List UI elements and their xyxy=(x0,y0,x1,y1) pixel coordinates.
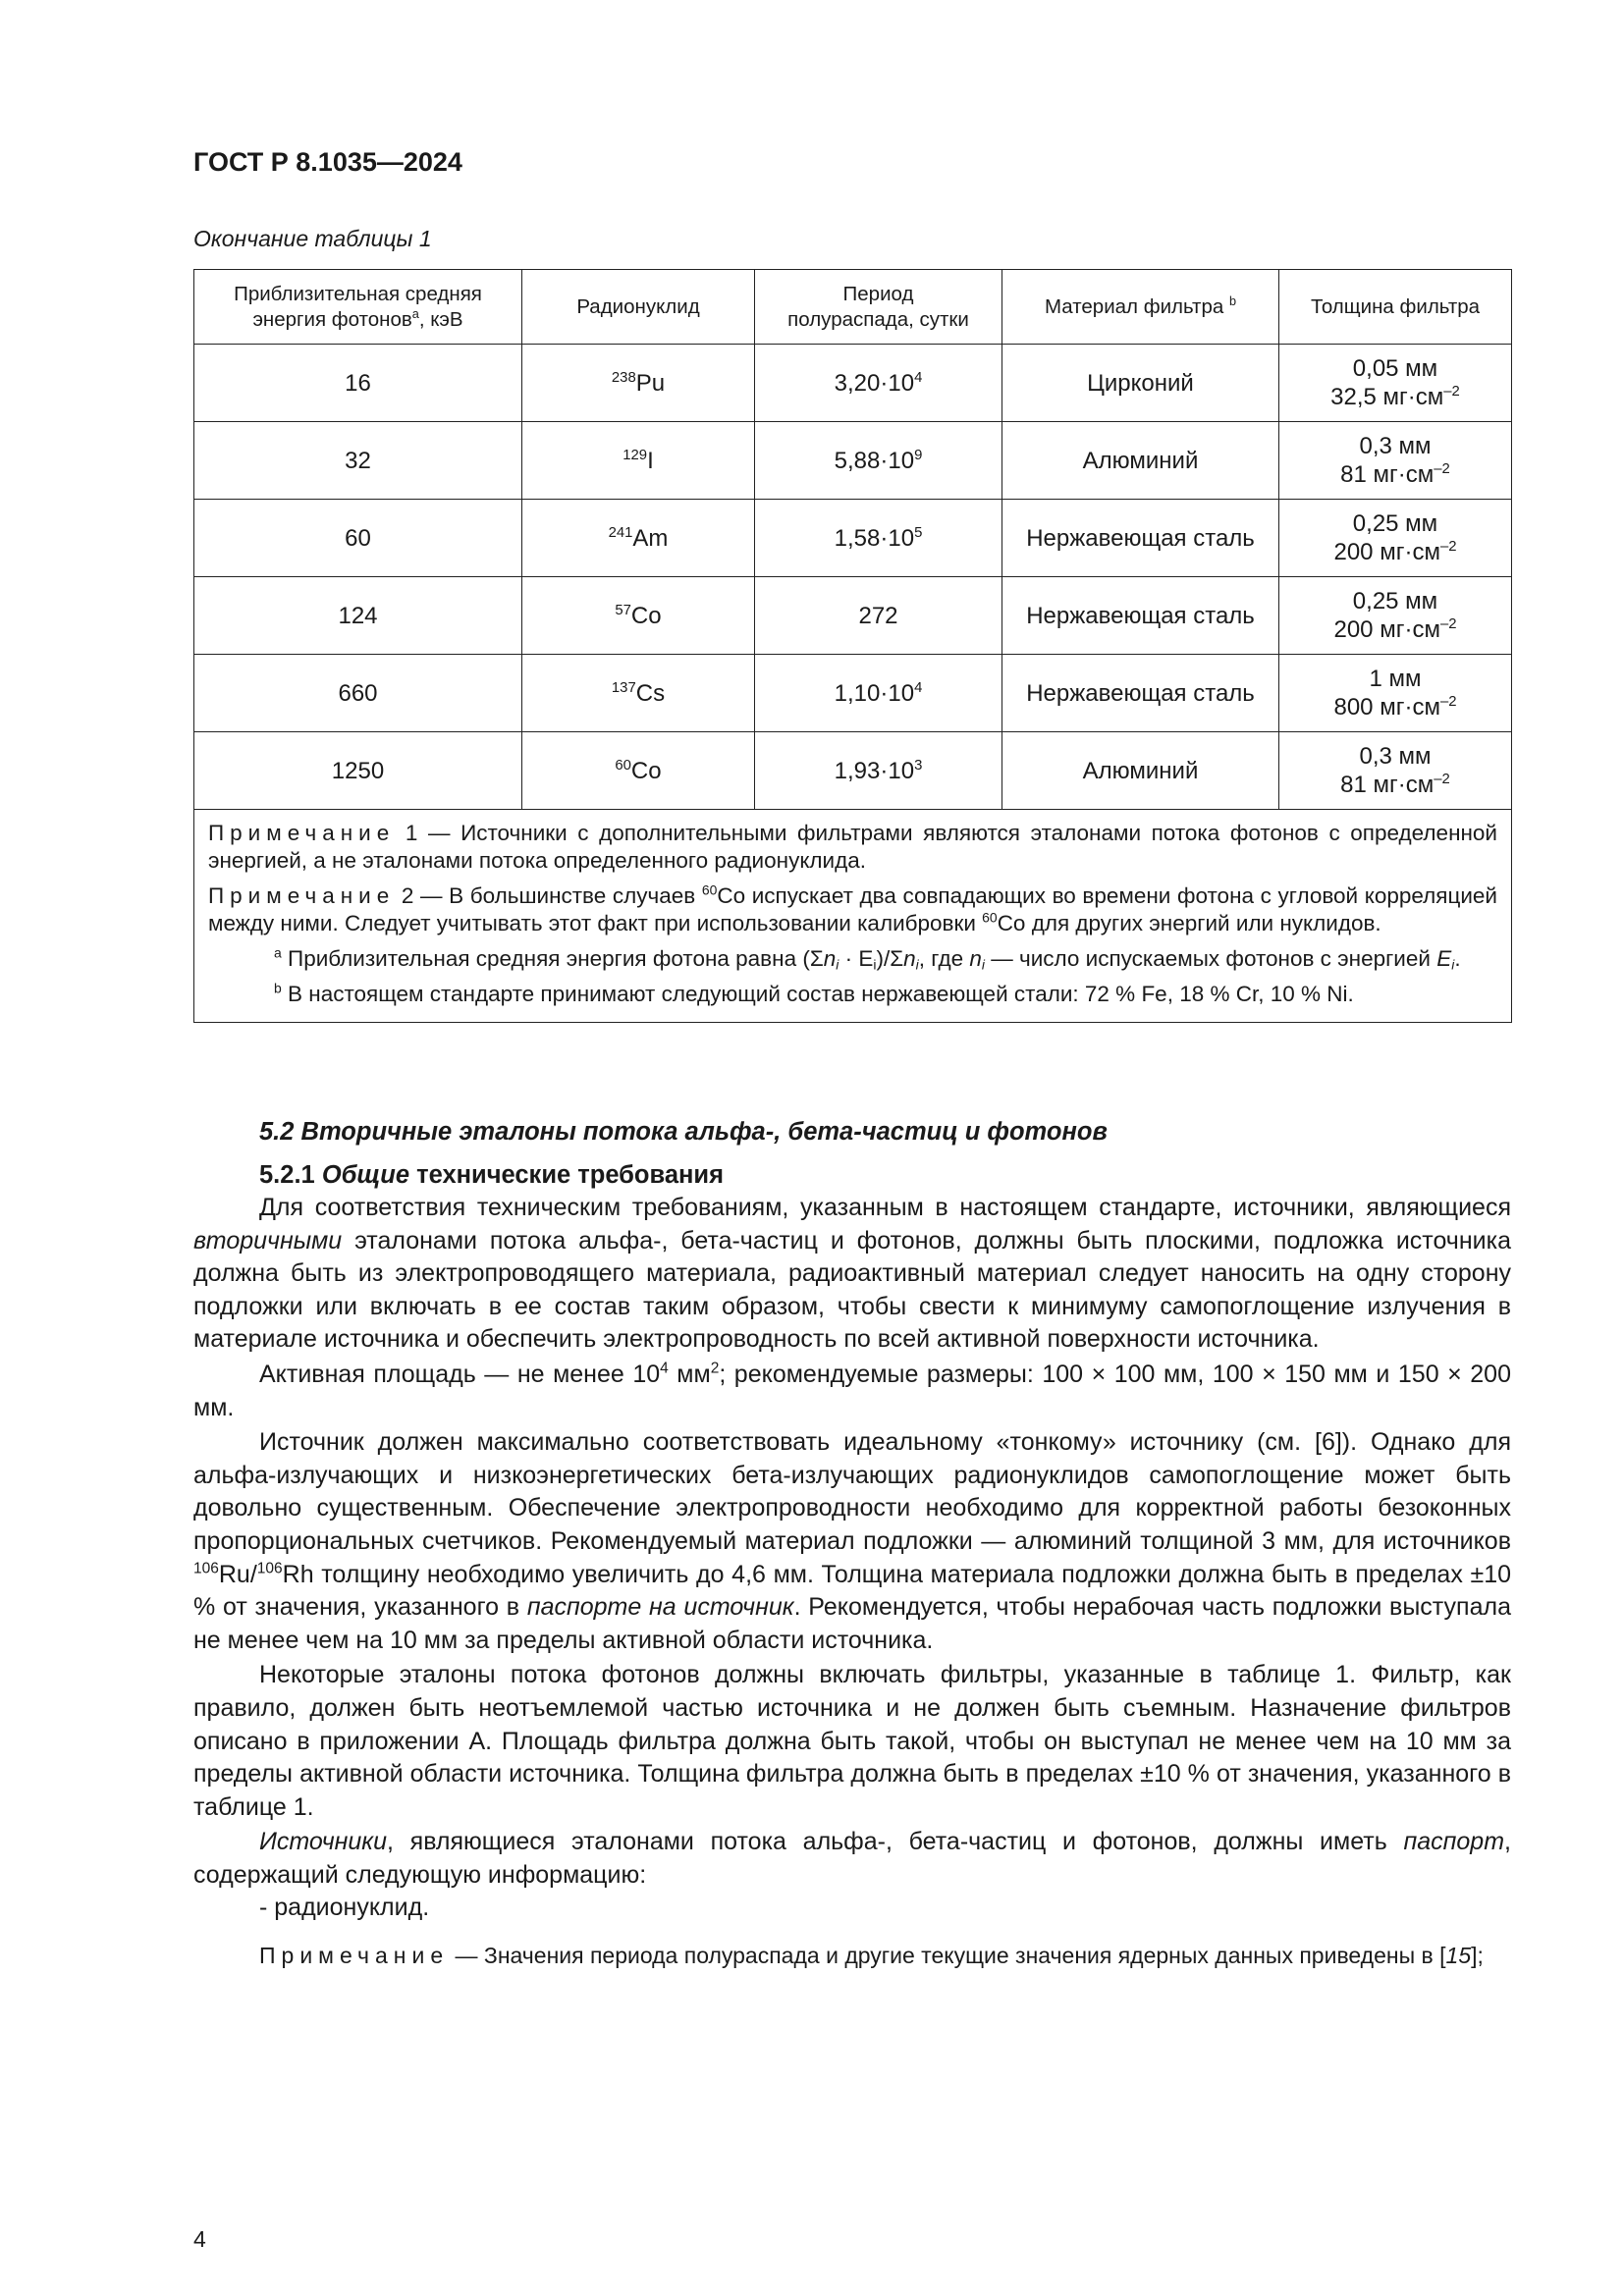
cell-material: Нержавеющая сталь xyxy=(1002,577,1279,655)
table-row xyxy=(194,500,1512,577)
col-header-energy: Приблизительная средняя энергия фотонов$^a$, кэВ xyxy=(194,270,522,345)
list-item: - радионуклид. xyxy=(259,1894,430,1922)
paragraph-4: Некоторые эталоны потока фотонов должны включать фильтры, указанные в таблице 1. Фильтр, как правило, должен быть неотъемлемой частью источника и не должен быть съемным. Назначение фильтров описано в приложении А. Площадь фильтра должна быть такой, чтобы он выступал не менее чем на 10 мм за пределы активной области источника. Толщина фильтра должна быть в пределах ±10 % от значения, указанного в таблице 1. xyxy=(193,1661,1511,1821)
cell-thickness: 0,25 мм 200 $мг\cdot см^{-2}$ xyxy=(1279,577,1512,655)
col-header-halflife: Период полураспада, сутки xyxy=(755,270,1002,345)
cell-nuclide: $^{129}$I xyxy=(522,422,755,500)
cell-nuclide: $^{57}$Co xyxy=(522,577,755,655)
cell-energy: 1250 xyxy=(194,732,522,810)
section-body xyxy=(193,1115,1511,1971)
paragraph-3: Источник должен максимально соответствовать идеальному «тонкому» источнику (см. [6]). Однако для альфа-излучающих и низкоэнергетических бета-излучающих радионуклидов самопоглощение может быть довольно существенным. Обеспечение электропроводности необходимо для корректной работы безоконных пропорциональных счетчиков. Рекомендуемый материал подложки — алюминий толщиной 3 мм, для источников $^{106}$Ru/$^{106}$Rh толщину необходимо увеличить до 4,6 мм. Толщина материала подложки должна быть в пределах ±10 % от значения, указанного в паспорте на источник. Рекомендуется, чтобы нерабочая часть подложки выступала не менее чем на 10 мм за пределы активной области источника. xyxy=(193,1428,1511,1654)
table-note-2: Примечание 2 — В большинстве случаев $^{60}$Co испускает два совпадающих во времени фотона с угловой корреляцией между ними. Следует учитывать этот факт при использовании калибровки $^{60}$Co для других энергий или нуклидов. xyxy=(208,881,1497,935)
paragraph-1: Для соответствия техническим требованиям, указанным в настоящем стандарте, источники, являющиеся вторичными эталонами потока альфа-, бета-частиц и фотонов, должны быть плоскими, подложка источника должна быть из электропроводящего материала, радиоактивный материал следует наносить на одну сторону подложки или включать в ее состав таким образом, чтобы свести к минимуму самопоглощение излучения в материале источника и обеспечить электропроводность по всей активной поверхности источника. xyxy=(193,1194,1511,1354)
cell-nuclide: $^{241}$Am xyxy=(522,500,755,577)
filters-table xyxy=(193,269,1512,1023)
cell-material: Алюминий xyxy=(1002,732,1279,810)
cell-energy: 660 xyxy=(194,655,522,732)
cell-energy: 124 xyxy=(194,577,522,655)
page-number: 4 xyxy=(193,2226,206,2252)
table-row xyxy=(194,345,1512,422)
table-row xyxy=(194,422,1512,500)
cell-energy: 16 xyxy=(194,345,522,422)
cell-material: Цирконий xyxy=(1002,345,1279,422)
section-note: Примечание — Значения периода полураспада и другие текущие значения ядерных данных приведены в [15]; xyxy=(259,1943,1484,1969)
paragraph-5: Источники, являющиеся эталонами потока альфа-, бета-частиц и фотонов, должны иметь паспорт, содержащий следующую информацию: xyxy=(193,1828,1511,1889)
table-header-row xyxy=(194,270,1512,345)
cell-halflife: $1,10\cdot 10^4$ xyxy=(755,655,1002,732)
cell-halflife: $1,93\cdot 10^3$ xyxy=(755,732,1002,810)
table-row xyxy=(194,577,1512,655)
table-row xyxy=(194,655,1512,732)
section-heading-5-2-1: 5.2.1 Общие технические требования xyxy=(259,1161,724,1189)
cell-halflife: $1,58\cdot 10^5$ xyxy=(755,500,1002,577)
cell-halflife: $3,20\cdot 10^4$ xyxy=(755,345,1002,422)
cell-halflife: 272 xyxy=(755,577,1002,655)
cell-energy: 32 xyxy=(194,422,522,500)
paragraph-2: Активная площадь — не менее $10^4$ $мм^2$; рекомендуемые размеры: 100 × 100 мм, 100 × 150 мм и 150 × 200 мм. xyxy=(193,1360,1511,1421)
cell-material: Нержавеющая сталь xyxy=(1002,500,1279,577)
cell-nuclide: $^{137}$Cs xyxy=(522,655,755,732)
cell-thickness: 0,25 мм 200 $мг\cdot см^{-2}$ xyxy=(1279,500,1512,577)
cell-halflife: $5,88\cdot 10^9$ xyxy=(755,422,1002,500)
cell-thickness: 0,3 мм 81 $мг\cdot см^{-2}$ xyxy=(1279,732,1512,810)
table-note-1: Примечание 1 — Источники с дополнительными фильтрами являются эталонами потока фотонов с определенной энергией, а не эталонами потока определенного радионуклида. xyxy=(208,821,1497,873)
col-header-thickness: Толщина фильтра xyxy=(1279,270,1512,345)
cell-thickness: 1 мм 800 $мг\cdot см^{-2}$ xyxy=(1279,655,1512,732)
cell-material: Нержавеющая сталь xyxy=(1002,655,1279,732)
cell-nuclide: $^{60}$Co xyxy=(522,732,755,810)
cell-thickness: 0,05 мм 32,5 $мг\cdot см^{-2}$ xyxy=(1279,345,1512,422)
cell-nuclide: $^{238}$Pu xyxy=(522,345,755,422)
table-row xyxy=(194,732,1512,810)
table-notes xyxy=(194,810,1512,1023)
col-header-material: Материал фильтра $^b$ xyxy=(1002,270,1279,345)
table-footnote-b: $^b$ В настоящем стандарте принимают следующий состав нержавеющей стали: 72 % Fe, 18 % Cr, 10 % Ni. xyxy=(274,980,1354,1006)
table-footnote-a: $^a$ Приблизительная средняя энергия фотона равна $(\Sigma n_i \cdot E_i)/\Sigma n_i$, где $n_i$ — число испускаемых фотонов с энергией $E_i$. xyxy=(274,944,1461,973)
cell-energy: 60 xyxy=(194,500,522,577)
table-caption: Окончание таблицы 1 xyxy=(193,226,432,251)
section-heading-5-2: 5.2 Вторичные эталоны потока альфа-, бета-частиц и фотонов xyxy=(259,1118,1108,1146)
document-header: ГОСТ Р 8.1035—2024 xyxy=(193,147,462,177)
cell-material: Алюминий xyxy=(1002,422,1279,500)
col-header-nuclide: Радионуклид xyxy=(522,270,755,345)
cell-thickness: 0,3 мм 81 $мг\cdot см^{-2}$ xyxy=(1279,422,1512,500)
